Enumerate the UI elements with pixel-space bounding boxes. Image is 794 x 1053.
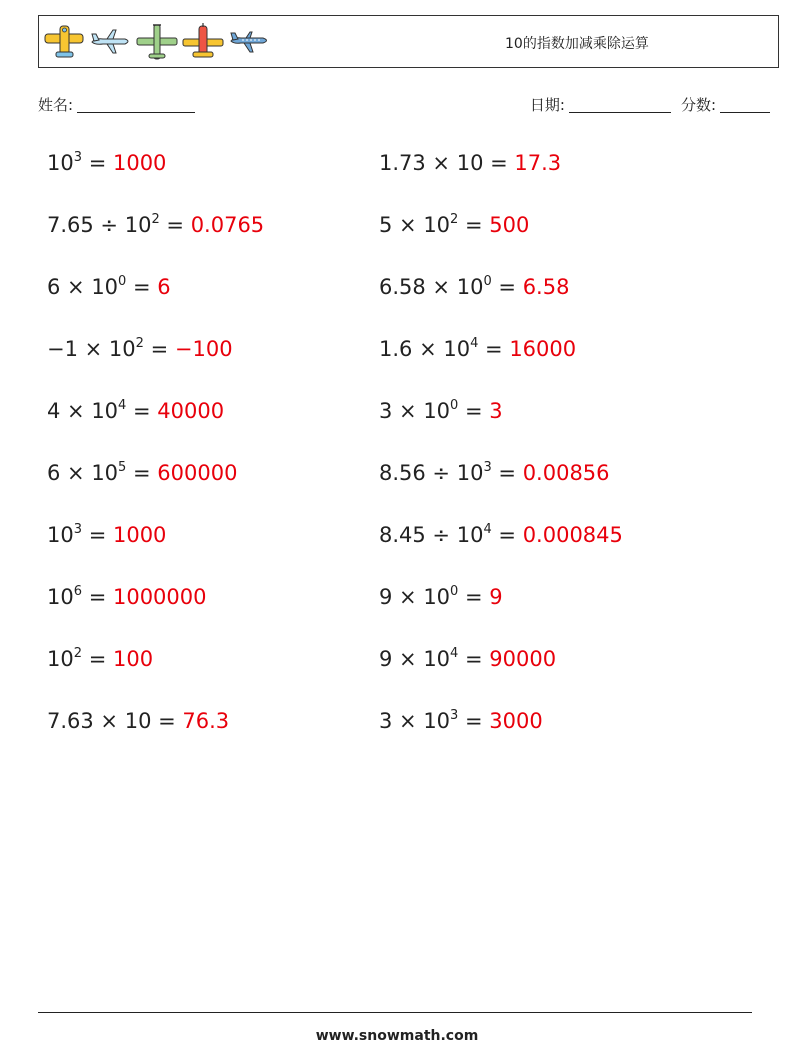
equals-sign: =: [478, 337, 510, 361]
problem-left-6: [47, 461, 237, 485]
problem-operand: 9 ×: [379, 647, 424, 671]
problem-right-8: [379, 585, 503, 609]
problem-right-10: [379, 709, 543, 733]
problem-operand: 6 ×: [47, 461, 92, 485]
problem-exponent: 4: [118, 398, 127, 413]
equals-sign: =: [458, 213, 490, 237]
problem-answer: 90000: [489, 647, 557, 671]
problem-base: 10: [91, 275, 119, 299]
problem-answer: 17.3: [514, 151, 562, 175]
problem-operand: 8.56 ÷: [379, 461, 457, 485]
problem-right-2: [379, 213, 529, 237]
equals-sign: =: [491, 461, 523, 485]
equals-sign: =: [458, 399, 490, 423]
problem-left-1: [47, 151, 166, 175]
problem-base: 10: [456, 151, 484, 175]
equals-sign: =: [458, 585, 490, 609]
problem-answer: 1000000: [112, 585, 207, 609]
score-label: 分数:: [680, 96, 716, 114]
problem-base: 10: [47, 585, 74, 609]
problem-answer: 1000: [112, 151, 167, 175]
problem-exponent: 2: [135, 336, 144, 351]
problem-answer: 0.00856: [522, 461, 610, 485]
equals-sign: =: [151, 709, 183, 733]
equals-sign: =: [126, 399, 158, 423]
problem-exponent: 6: [73, 584, 83, 599]
problem-base: 10: [423, 399, 451, 423]
problem-operand: 7.65 ÷: [47, 213, 125, 237]
problem-operand: 7.63 ×: [47, 709, 125, 733]
problem-base: 10: [124, 213, 152, 237]
equals-sign: =: [82, 647, 113, 671]
problem-answer: 0.000845: [522, 523, 623, 547]
equals-sign: =: [458, 647, 490, 671]
problem-left-2: [47, 213, 264, 237]
problem-answer: 76.3: [182, 709, 230, 733]
problem-answer: 0.0765: [190, 213, 265, 237]
problem-base: 10: [124, 709, 152, 733]
problem-operand: 3 ×: [379, 709, 424, 733]
equals-sign: =: [82, 585, 113, 609]
problem-left-4: [47, 337, 233, 361]
problem-exponent: 2: [73, 646, 83, 661]
equals-sign: =: [143, 337, 175, 361]
problem-exponent: 0: [483, 274, 492, 289]
problem-operand: 6 ×: [47, 275, 92, 299]
problem-answer: 40000: [157, 399, 225, 423]
equals-sign: =: [483, 151, 515, 175]
problem-base: 10: [91, 461, 119, 485]
problem-exponent: 4: [483, 522, 492, 537]
problem-answer: 100: [112, 647, 154, 671]
problem-exponent: 0: [118, 274, 127, 289]
problem-base: 10: [456, 523, 484, 547]
problem-exponent: 3: [483, 460, 492, 475]
problem-operand: 8.45 ÷: [379, 523, 457, 547]
problem-base: 10: [47, 523, 74, 547]
problem-operand: 3 ×: [379, 399, 424, 423]
equals-sign: =: [458, 709, 490, 733]
problem-right-6: [379, 461, 610, 485]
problem-operand: 1.73 ×: [379, 151, 457, 175]
problem-exponent: 5: [118, 460, 127, 475]
problem-operand: 4 ×: [47, 399, 92, 423]
problem-answer: 6.58: [522, 275, 570, 299]
problem-answer: 6: [157, 275, 171, 299]
equals-sign: =: [126, 275, 158, 299]
problem-base: 10: [423, 647, 451, 671]
worksheet-title: 10的指数加减乘除运算: [505, 36, 649, 52]
problem-operand: 1.6 ×: [379, 337, 444, 361]
problem-left-5: [47, 399, 224, 423]
problem-answer: 9: [489, 585, 503, 609]
problem-right-5: [379, 399, 503, 423]
problem-base: 10: [91, 399, 119, 423]
equals-sign: =: [82, 523, 113, 547]
problem-right-3: [379, 275, 569, 299]
footer-divider: [38, 1012, 752, 1013]
problem-base: 10: [108, 337, 136, 361]
problem-exponent: 3: [450, 708, 459, 723]
problem-exponent: 0: [450, 398, 459, 413]
problem-left-10: [47, 709, 229, 733]
problem-operand: −1 ×: [47, 337, 109, 361]
problem-operand: 6.58 ×: [379, 275, 457, 299]
problem-base: 10: [423, 709, 451, 733]
equals-sign: =: [491, 275, 523, 299]
problem-right-7: [379, 523, 623, 547]
equals-sign: =: [159, 213, 191, 237]
footer-url: www.snowmath.com: [315, 1028, 479, 1044]
problem-left-3: [47, 275, 171, 299]
problem-base: 10: [456, 461, 484, 485]
equals-sign: =: [126, 461, 158, 485]
problem-base: 10: [423, 213, 451, 237]
problem-answer: −100: [174, 337, 233, 361]
problem-right-4: [379, 337, 576, 361]
problem-right-1: [379, 151, 561, 175]
problem-operand: 5 ×: [379, 213, 424, 237]
problem-exponent: 3: [73, 522, 83, 537]
problem-answer: 500: [489, 213, 530, 237]
problem-operand: 9 ×: [379, 585, 424, 609]
problem-answer: 600000: [157, 461, 238, 485]
problem-exponent: 4: [450, 646, 459, 661]
problem-base: 10: [423, 585, 451, 609]
problem-right-9: [379, 647, 556, 671]
problem-answer: 3: [489, 399, 503, 423]
name-label: 姓名:: [38, 96, 74, 114]
problem-left-8: [47, 585, 207, 609]
problem-answer: 16000: [509, 337, 577, 361]
equals-sign: =: [491, 523, 523, 547]
problem-base: 10: [47, 647, 74, 671]
problem-left-9: [47, 647, 153, 671]
problem-base: 10: [47, 151, 74, 175]
equals-sign: =: [82, 151, 113, 175]
problem-base: 10: [443, 337, 471, 361]
problem-base: 10: [456, 275, 484, 299]
problem-exponent: 2: [450, 212, 459, 227]
problem-exponent: 2: [151, 212, 160, 227]
problem-exponent: 3: [73, 150, 83, 165]
problem-exponent: 0: [450, 584, 459, 599]
problem-exponent: 4: [470, 336, 479, 351]
problem-answer: 1000: [112, 523, 167, 547]
problem-left-7: [47, 523, 166, 547]
problem-answer: 3000: [489, 709, 543, 733]
date-label: 日期:: [529, 96, 565, 114]
